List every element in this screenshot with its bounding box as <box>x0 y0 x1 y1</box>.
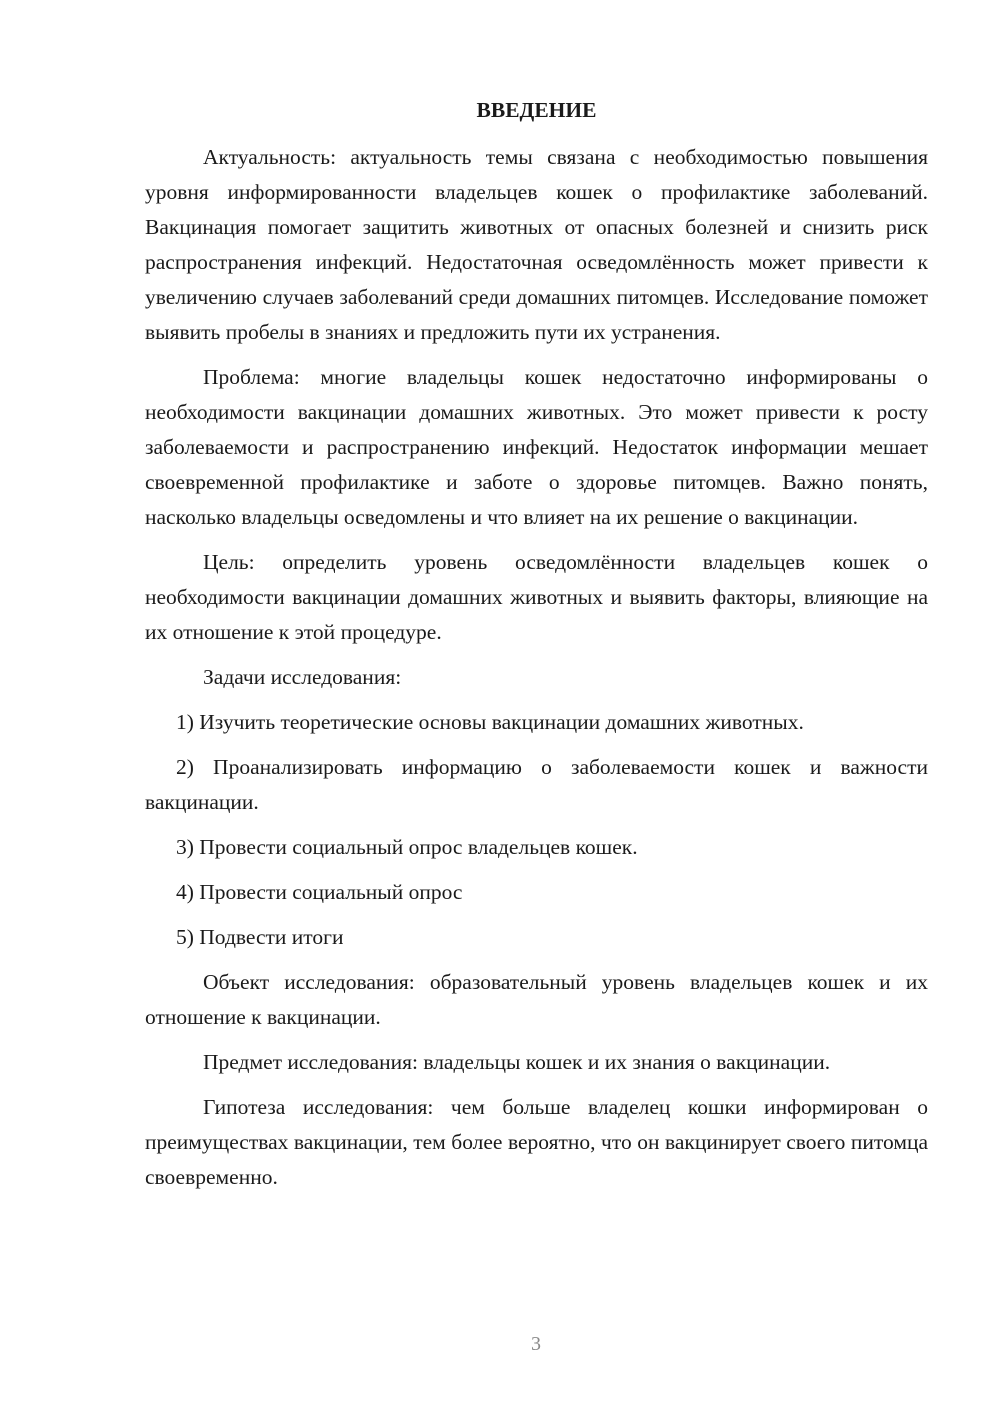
problem-paragraph: Проблема: многие владельцы кошек недостаточно информированы о необходимости вакцинации домашних животных. Это может привести к росту заболеваемости и распространению инфекций. Недостаток информации мешает своевременной профилактике и заботе о здоровье питомцев. Важно понять, насколько владельцы осведомлены и что влияет на их решение о вакцинации. <box>145 365 928 529</box>
task-item-5: 5) Подвести итоги <box>176 925 344 949</box>
relevance-paragraph: Актуальность: актуальность темы связана с необходимостью повышения уровня информированности владельцев кошек о профилактике заболеваний. Вакцинация помогает защитить животных от опасных болезней и снизить риск распространения инфекций. Недостаточная осведомлённость может привести к увеличению случаев заболеваний среди домашних питомцев. Исследование поможет выявить пробелы в знаниях и предложить пути их устранения. <box>145 145 928 344</box>
task-item-4: 4) Провести социальный опрос <box>176 880 463 904</box>
subject-paragraph: Предмет исследования: владельцы кошек и их знания о вакцинации. <box>203 1050 831 1074</box>
task-item-3: 3) Провести социальный опрос владельцев кошек. <box>176 835 638 859</box>
object-paragraph: Объект исследования: образовательный уровень владельцев кошек и их отношение к вакцинации. <box>145 970 928 1029</box>
page-content <box>145 95 928 1205</box>
hypothesis-paragraph: Гипотеза исследования: чем больше владелец кошки информирован о преимуществах вакцинации, тем более вероятно, что он вакцинирует своего питомца своевременно. <box>145 1095 928 1189</box>
section-title: ВВЕДЕНИЕ <box>476 98 597 122</box>
tasks-heading: Задачи исследования: <box>203 665 402 689</box>
goal-paragraph: Цель: определить уровень осведомлённости владельцев кошек о необходимости вакцинации домашних животных и выявить факторы, влияющие на их отношение к этой процедуре. <box>145 550 928 644</box>
task-item-1: 1) Изучить теоретические основы вакцинации домашних животных. <box>176 710 804 734</box>
page-number: 3 <box>531 1333 541 1355</box>
task-item-2: 2) Проанализировать информацию о заболеваемости кошек и важности вакцинации. <box>145 755 928 814</box>
